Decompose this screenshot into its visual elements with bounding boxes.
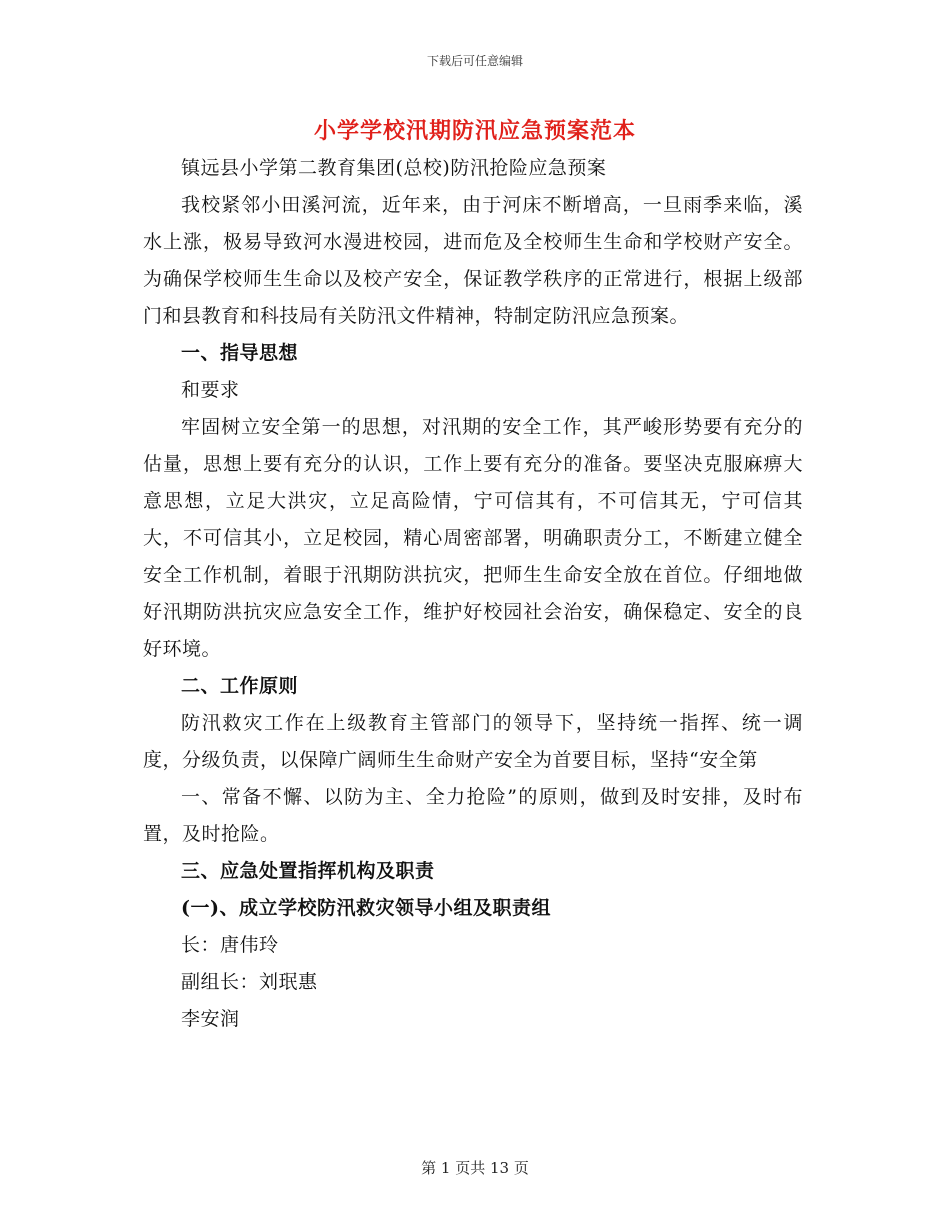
paragraph-guiding-ideology: 牢固树立安全第一的思想，对汛期的安全工作，其严峻形势要有充分的估量，思想上要有充分的认识，工作上要有充分的准备。要坚决克服麻痹大意思想，立足大洪灾，立足高险情，宁可信其有，不可信其无，宁可信其大，不可信其小，立足校园，精心周密部署，明确职责分工，不断建立健全安全工作机制，着眼于汛期防洪抗灾，把师生生命安全放在首位。仔细地做好汛期防洪抗灾应急安全工作，维护好校园社会治安，确保稳定、安全的良好环境。 [143,416,803,660]
header-note: 下载后可任意编辑 [426,54,523,68]
paragraph-member-name: 李安润 [181,1008,240,1030]
paragraph-deputy-leader: 副组长：刘珉惠 [181,971,318,993]
section-heading-command-structure: 三、应急处置指挥机构及职责 [181,860,435,882]
paragraph-work-principles-cont: 一、常备不懈、以防为主、全力抢险”的原则，做到及时安排，及时布置，及时抢险。 [143,786,803,845]
document-title: 小学学校汛期防汛应急预案范本 [313,118,636,144]
paragraph-work-principles: 防汛救灾工作在上级教育主管部门的领导下，坚持统一指挥、统一调度，分级负责，以保障广阔师生生命财产安全为首要目标，坚持“安全第 [143,712,803,771]
paragraph-group-leader: 长：唐伟玲 [181,934,279,956]
paragraph-subtitle: 镇远县小学第二教育集团(总校)防汛抢险应急预案 [181,157,607,179]
section-heading-guiding-ideology: 一、指导思想 [181,342,299,364]
paragraph-intro: 我校紧邻小田溪河流，近年来，由于河床不断增高，一旦雨季来临，溪水上涨，极易导致河水漫进校园，进而危及全校师生生命和学校财产安全。为确保学校师生生命以及校产安全，保证教学秩序的正常进行，根据上级部门和县教育和科技局有关防汛文件精神，特制定防汛应急预案。 [143,194,803,327]
document-body [143,150,803,1038]
subsection-heading-leadership-group: (一)、成立学校防汛救灾领导小组及职责组 [181,897,551,919]
paragraph-requirements-label: 和要求 [181,379,240,401]
section-heading-work-principles: 二、工作原则 [181,675,299,697]
page-footer: 第 1 页共 13 页 [421,1159,529,1177]
